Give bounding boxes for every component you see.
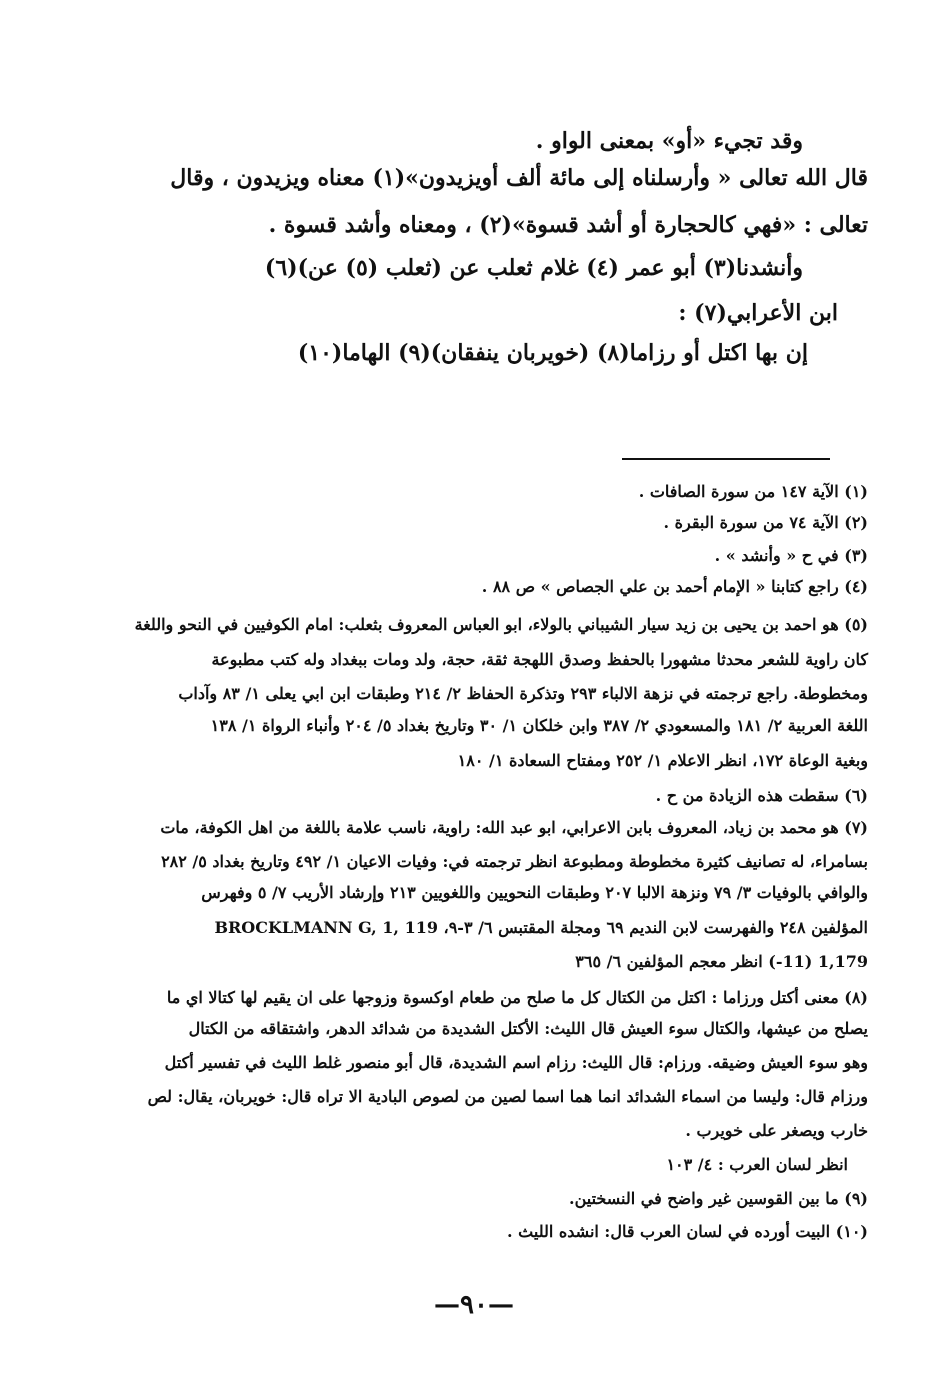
- footnote-2: (٢) الآية ٧٤ من سورة البقرة .: [663, 513, 868, 532]
- footnote-7-line-3: والوافي بالوفيات ٣/ ٧٩ ونزهة الالبا ٢٠٧ وطبقات النحويين واللغويين ٢١٣ وإرشاد الأريب ٧/ ٥ وفهرس: [201, 883, 868, 902]
- footnote-10: (١٠) البيت أورده في لسان العرب قال: انشده الليث .: [507, 1222, 868, 1241]
- poem-verse: إن بها اكتل أو رزاما(٨) (خويربان ينفقان)(٩) الهاما(١٠): [297, 340, 808, 366]
- main-line-1: وقد تجيء «أو» بمعنى الواو .: [535, 128, 803, 154]
- footnote-7-line-4: المؤلفين ٢٤٨ والفهرست لابن النديم ٦٩ ومجلة المقتبس ٦/ ٣-٩، BROCKLMANN G, 1, 119: [214, 918, 868, 937]
- footnote-3: (٣) في ح « وأنشد » .: [714, 546, 868, 565]
- footnote-5-line-3: ومخطوطة. راجع ترجمته في نزهة الالباء ٢٩٣ وتذكرة الحفاظ ٢/ ٢١٤ وطبقات ابن ابي يعلى ١/ ٨٣ وآداب: [178, 684, 868, 703]
- footnote-5: (٥) هو احمد بن يحيى بن زيد سيار الشيباني بالولاء، ابو العباس المعروف بثعلب: امام الكوفيين في النحو واللغة: [134, 615, 868, 634]
- footnote-8: (٨) معنى أكتل ورزاما : اكتل من الكتال كل ما صلح من طعام اوكسوة وزوجها على ان يقيم لها كتالا اي ما: [166, 988, 868, 1007]
- footnote-5-line-4: اللغة العربية ٢/ ١٨١ والمسعودي ٢/ ٣٨٧ وابن خلكان ١/ ٣٠ وتاريخ بغداد ٥/ ٢٠٤ وأنباء الرواة ١/ ١٣٨: [210, 716, 868, 735]
- page-number: —٩٠—: [434, 1290, 514, 1320]
- footnote-1: (١) الآية ١٤٧ من سورة الصافات .: [638, 482, 868, 501]
- footnote-8-line-6: انظر لسان العرب : ٤/ ١٠٣: [666, 1155, 848, 1174]
- footnote-separator: [622, 458, 830, 460]
- footnote-5-line-2: كان راوية للشعر محدثا مشهورا بالحفظ وصدق اللهجة ثقة، حجة، ولد ومات ببغداد وله كتب مطبوعة: [211, 650, 868, 669]
- footnote-7: (٧) هو محمد بن زياد، المعروف بابن الاعرابي، ابو عبد الله: راوية، ناسب علامة باللغة من اهل الكوفة، مات: [160, 818, 868, 837]
- footnote-9: (٩) ما بين القوسين غير واضح في النسختين.: [569, 1189, 868, 1208]
- footnote-8-line-3: وهو سوء العيش وضيقه. ورزام: قال الليث: رزام اسم الشديدة، قال أبو منصور غلط الليث في تفسير أكتل: [164, 1053, 868, 1072]
- footnote-6: (٦) سقطت هذه الزيادة من ح .: [655, 786, 868, 805]
- main-line-2: قال الله تعالى « وأرسلناه إلى مائة ألف أويزيدون»(١) معناه ويزيدون ، وقال: [170, 165, 868, 191]
- footnote-7-line-2: بسامراء، له تصانيف كثيرة مخطوطة ومطبوعة انظر ترجمته في: وفيات الاعيان ١/ ٤٩٢ وتاريخ بغداد ٥/ ٢٨٢: [161, 852, 868, 871]
- footnote-4: (٤) راجع كتابنا « الإمام أحمد بن علي الجصاص » ص ٨٨ .: [481, 577, 868, 596]
- main-line-3: تعالى : «فهي كالحجارة أو أشد قسوة»(٢) ، ومعناه وأشد قسوة .: [268, 212, 868, 238]
- footnote-8-line-4: ورزام قال: وليسا من اسماء الشدائد انما هما اسما لصين من لصوص البادية الا تراه قال: خويربان، يقال: لص: [147, 1087, 868, 1106]
- footnote-7-line-5: 1,179 (11-) انظر معجم المؤلفين ٦/ ٣٦٥: [575, 952, 868, 971]
- footnote-8-line-2: يصلح من عيشها، والكتال سوء العيش قال الليث: الأكتل الشديدة من شدائد الدهر، واشتقاقه من الكتال: [188, 1019, 868, 1038]
- footnote-8-line-5: خارب ويصغر على خويرب .: [685, 1121, 868, 1140]
- footnote-5-line-5: وبغية الوعاة ١٧٢، انظر الاعلام ١/ ٢٥٢ ومفتاح السعادة ١/ ١٨٠: [457, 751, 868, 770]
- main-line-5: ابن الأعرابي(٧) :: [678, 300, 838, 326]
- main-line-4: وأنشدنا(٣) أبو عمر (٤) غلام ثعلب عن (ثعلب (٥) عن)(٦): [264, 255, 803, 281]
